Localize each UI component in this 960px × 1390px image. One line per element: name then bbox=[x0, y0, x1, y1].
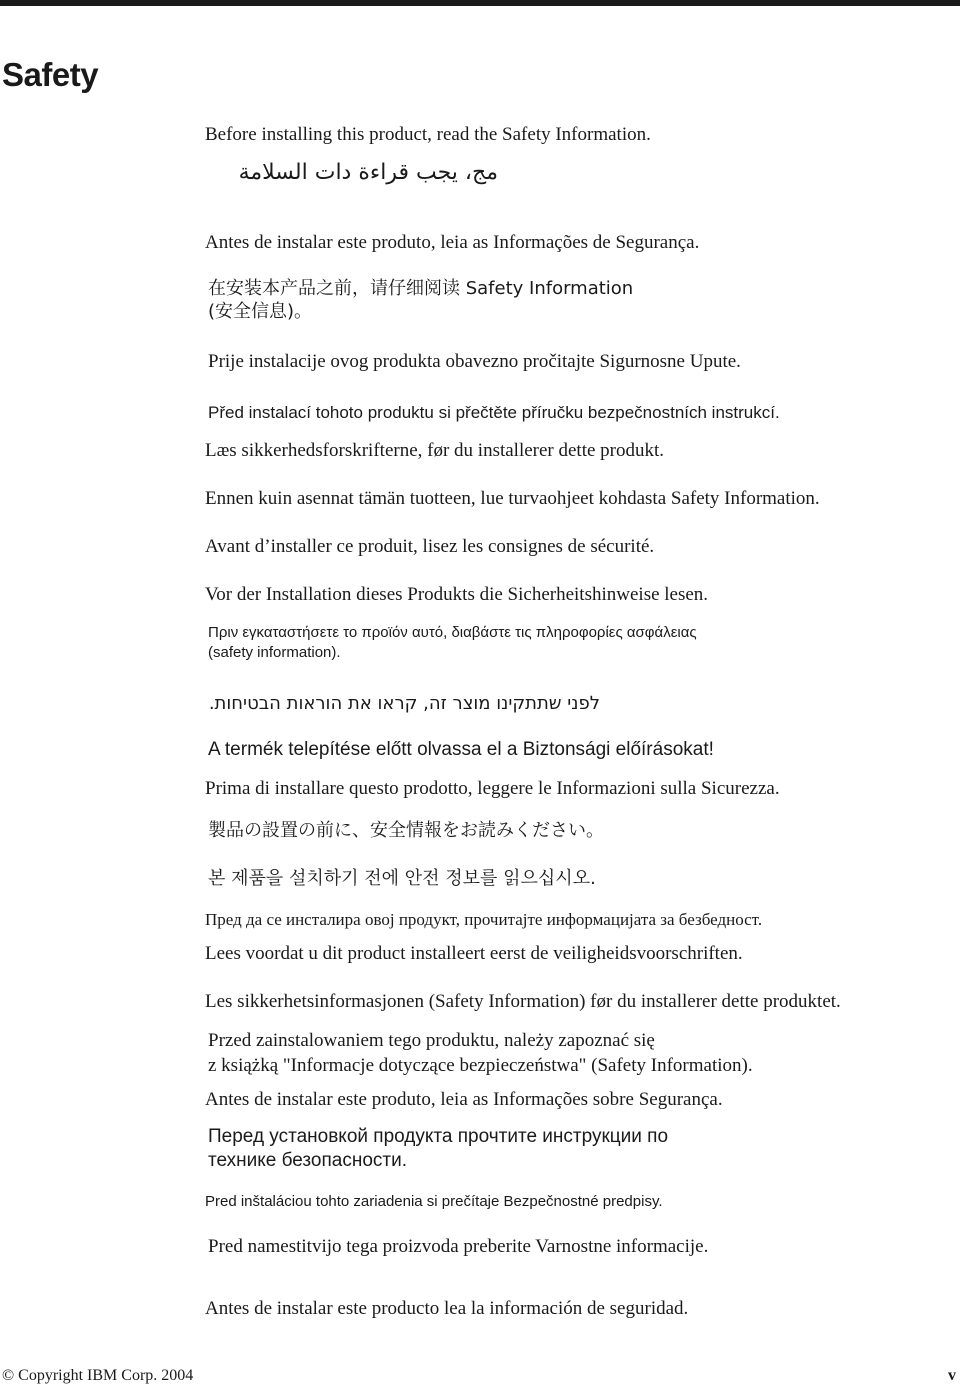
statement-slovenian: Pred namestitvijo tega proizvoda preberite Varnostne informacije. bbox=[208, 1236, 709, 1257]
statement-czech: Před instalací tohoto produktu si přečtěte příručku bezpečnostních instrukcí. bbox=[208, 403, 780, 422]
statement-portuguese-br: Antes de instalar este produto, leia as Informações de Segurança. bbox=[205, 232, 700, 253]
statement-english: Before installing this product, read the Safety Information. bbox=[205, 124, 651, 145]
statement-chinese-simplified bbox=[208, 277, 633, 323]
statement-russian-line-2: технике безопасности. bbox=[208, 1150, 408, 1171]
statement-hebrew: לפני שתתקינו מוצר זה, קראו את הוראות הבטיחות. bbox=[208, 693, 600, 714]
statement-russian bbox=[208, 1125, 668, 1173]
statement-german: Vor der Installation dieses Produkts die Sicherheitshinweise lesen. bbox=[205, 584, 709, 605]
statement-macedonian: Пред да се инсталира овој продукт, прочитајте информацијата за безбедност. bbox=[205, 910, 763, 929]
statement-slovak: Pred inštaláciou tohto zariadenia si prečítaje Bezpečnostné predpisy. bbox=[205, 1193, 663, 1210]
page-number: v bbox=[948, 1367, 956, 1384]
statement-finnish: Ennen kuin asennat tämän tuotteen, lue turvaohjeet kohdasta Safety Information. bbox=[205, 488, 820, 509]
statement-danish: Læs sikkerhedsforskrifterne, før du installerer dette produkt. bbox=[205, 440, 665, 461]
statement-greek-line-1: Πριν εγκαταστήσετε το προϊόν αυτό, διαβάστε τις πληροφορίες ασφάλειας bbox=[208, 624, 697, 641]
statement-italian: Prima di installare questo prodotto, leggere le Informazioni sulla Sicurezza. bbox=[205, 778, 780, 799]
statement-greek bbox=[208, 623, 697, 663]
statement-croatian: Prije instalacije ovog produkta obavezno pročitajte Sigurnosne Upute. bbox=[208, 351, 741, 372]
statement-japanese: 製品の設置の前に、安全情報をお読みください。 bbox=[208, 820, 604, 841]
statement-polish bbox=[208, 1028, 753, 1078]
statement-chinese-line-1: 在安装本产品之前，请仔细阅读 Safety Information bbox=[208, 278, 634, 299]
statement-polish-line-1: Przed zainstalowaniem tego produktu, należy zapoznać się bbox=[208, 1030, 655, 1051]
page-title: Safety bbox=[2, 56, 99, 93]
copyright-notice: © Copyright IBM Corp. 2004 bbox=[2, 1367, 194, 1384]
statement-hungarian: A termék telepítése előtt olvassa el a Biztonsági előírásokat! bbox=[208, 739, 714, 760]
statement-russian-line-1: Перед установкой продукта прочтите инструкции по bbox=[208, 1126, 669, 1147]
statement-arabic: مج، يجب قراءة دات السلامة bbox=[238, 160, 498, 185]
statement-dutch: Lees voordat u dit product installeert eerst de veiligheidsvoorschriften. bbox=[205, 943, 743, 964]
statement-spanish: Antes de instalar este producto lea la información de seguridad. bbox=[205, 1298, 689, 1319]
statement-korean: 본 제품을 설치하기 전에 안전 정보를 읽으십시오. bbox=[208, 868, 596, 889]
top-rule bbox=[0, 0, 960, 6]
statement-french: Avant d’installer ce produit, lisez les consignes de sécurité. bbox=[205, 536, 655, 557]
statement-norwegian: Les sikkerhetsinformasjonen (Safety Information) før du installerer dette produktet. bbox=[205, 991, 841, 1012]
statement-portuguese-pt: Antes de instalar este produto, leia as Informações sobre Segurança. bbox=[205, 1089, 723, 1110]
statement-chinese-line-2: (安全信息)。 bbox=[208, 301, 313, 322]
statement-greek-line-2: (safety information). bbox=[208, 644, 341, 661]
statement-polish-line-2: z książką "Informacje dotyczące bezpieczeństwa" (Safety Information). bbox=[208, 1055, 753, 1076]
